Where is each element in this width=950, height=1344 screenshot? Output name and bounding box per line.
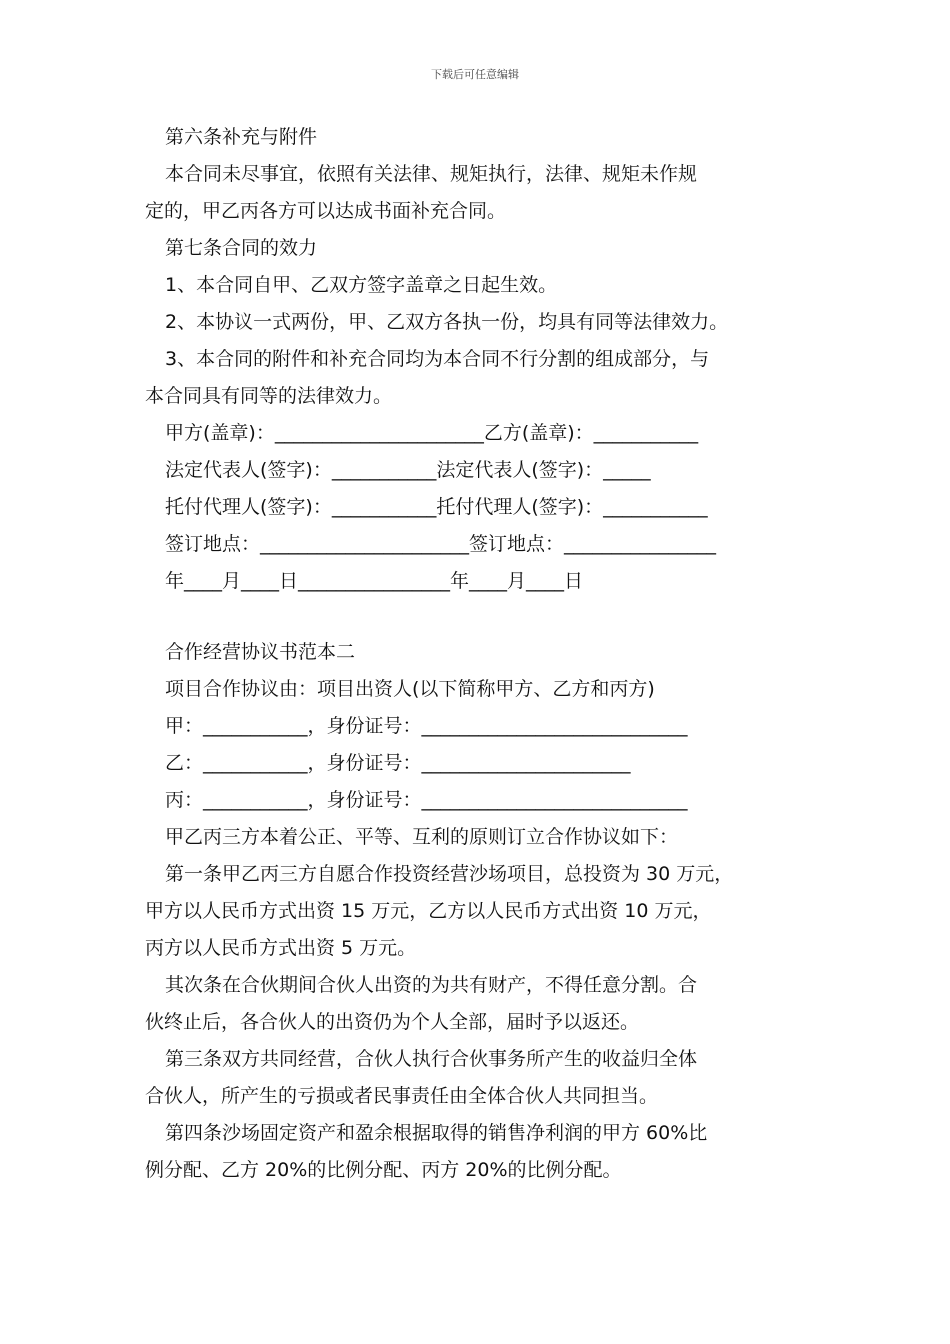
clause-3-line2: 本合同具有同等的法律效力。: [145, 385, 393, 407]
section2-intro: 项目合作协议由：项目出资人(以下简称甲方、乙方和丙方): [165, 678, 655, 700]
article6-line2: 定的，甲乙丙各方可以达成书面补充合同。: [145, 200, 507, 222]
article1-line2: 甲方以人民币方式出资 15 万元，乙方以人民币方式出资 10 万元，: [145, 900, 712, 922]
signing-place-line: 签订地点：______________________签订地点：________________: [165, 533, 717, 555]
article4-line1: 第四条沙场固定资产和盈余根据取得的销售净利润的甲方 60%比: [165, 1122, 708, 1144]
article7-title: 第七条合同的效力: [165, 237, 318, 259]
clause-3-line1: 3、本合同的附件和补充合同均为本合同不行分割的组成部分，与: [165, 348, 710, 370]
clause-2: 2、本协议一式两份，甲、乙双方各执一份，均具有同等法律效力。: [165, 311, 729, 333]
signing-date-line: 年____月____日________________年____月____日: [165, 570, 584, 592]
article2-line1: 其次条在合伙期间合伙人出资的为共有财产，不得任意分割。合: [165, 974, 698, 996]
article4-line2: 例分配、乙方 20%的比例分配、丙方 20%的比例分配。: [145, 1159, 622, 1181]
clause-1: 1、本合同自甲、乙双方签字盖章之日起生效。: [165, 274, 558, 296]
principle-line: 甲乙丙三方本着公正、平等、互利的原则订立合作协议如下：: [165, 826, 679, 848]
signature-representative-line: 法定代表人(签字)：___________法定代表人(签字)：_____: [165, 459, 651, 481]
party-c-line: 丙：___________，身份证号：____________________________: [165, 789, 688, 811]
document-body: [145, 119, 825, 1189]
article1-line1: 第一条甲乙丙三方自愿合作投资经营沙场项目，总投资为 30 万元，: [165, 863, 734, 885]
party-b-line: 乙：___________，身份证号：______________________: [165, 752, 631, 774]
section2-title: 合作经营协议书范本二: [165, 641, 356, 663]
article1-line3: 丙方以人民币方式出资 5 万元。: [145, 937, 417, 959]
signature-agent-line: 托付代理人(签字)：___________托付代理人(签字)：___________: [165, 496, 708, 518]
article6-title: 第六条补充与附件: [165, 126, 318, 148]
article3-line1: 第三条双方共同经营，合伙人执行合伙事务所产生的收益归全体: [165, 1048, 698, 1070]
party-a-line: 甲：___________，身份证号：____________________________: [165, 715, 688, 737]
page-header: 下载后可任意编辑: [431, 68, 519, 81]
section-gap: [145, 600, 825, 634]
article3-line2: 合伙人，所产生的亏损或者民事责任由全体合伙人共同担当。: [145, 1085, 659, 1107]
signature-party-line: 甲方(盖章)：______________________乙方(盖章)：___________: [165, 422, 699, 444]
article6-line1: 本合同未尽事宜，依照有关法律、规矩执行，法律、规矩未作规: [165, 163, 698, 185]
article2-line2: 伙终止后，各合伙人的出资仍为个人全部，届时予以返还。: [145, 1011, 640, 1033]
